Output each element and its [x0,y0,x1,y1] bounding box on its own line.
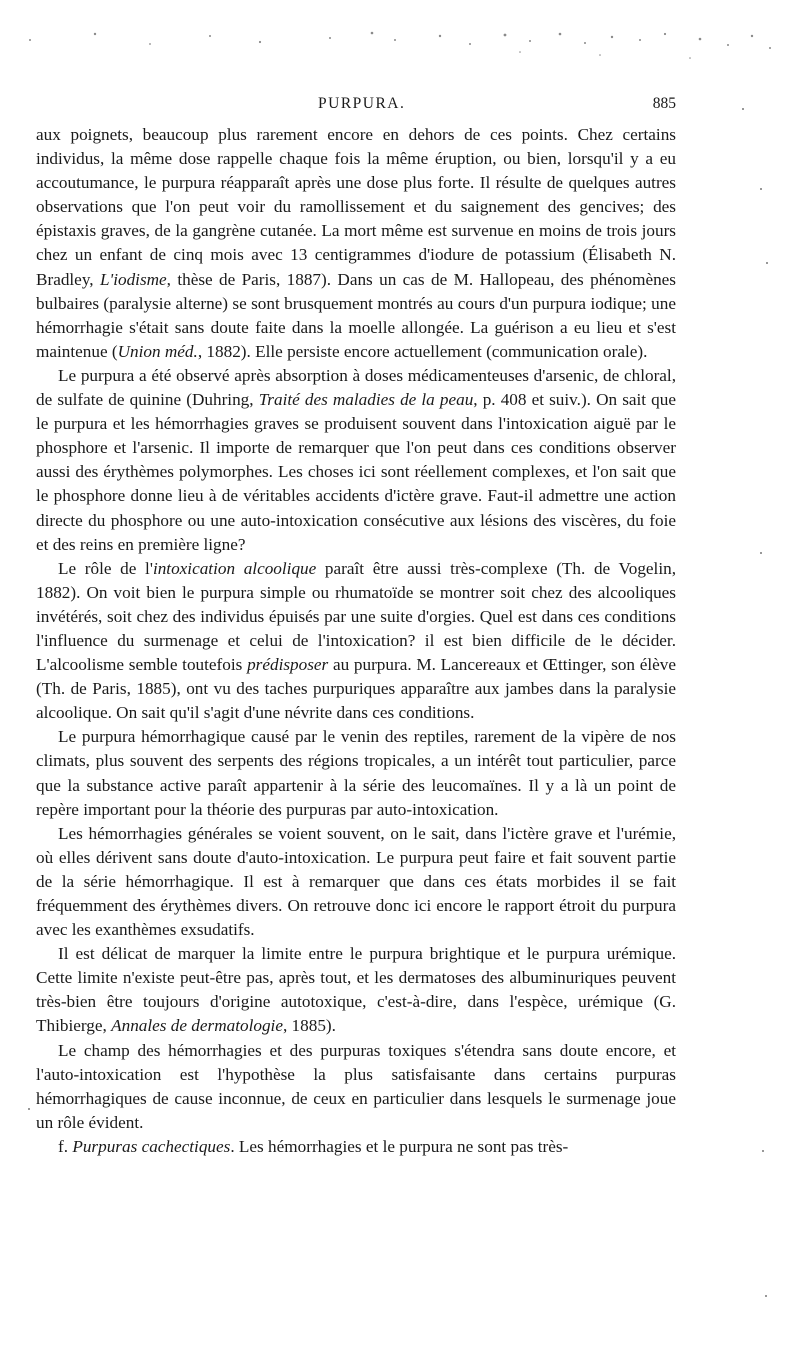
margin-speck [760,188,762,190]
text-run: Le purpura hémorrhagique causé par le venin des reptiles, rarement de la vipère de nos climats, plus souvent des serpents des régions tropicales, a un intérêt tout particulier, parce que la substance active paraît appartenir à la série des leucomaïnes. Il y a là un point de repère important pour la théorie des purpuras par auto-intoxication. [36,727,676,819]
text-run: aux poignets, beaucoup plus rarement encore en dehors de ces points. Chez certains individus, la même dose rappelle chaque fois la même éruption, ou bien, lorsqu'il y a eu accoutumance, le purpura réapparaît après une dose plus forte. Il résulte de quelques autres observations que l'on peut voir du ramollissement et du saignement des gencives; des épistaxis graves, de la gangrène cutanée. La mort même est survenue en moins de trois jours chez un enfant de cinq mois avec 13 centigrammes d'iodure de potassium (Élisabeth N. Bradley, [36,125,676,289]
page-number: 885 [652,95,676,112]
paragraph [36,557,676,726]
paragraph [36,822,676,942]
margin-speck [28,1108,30,1110]
paragraph [36,1039,676,1135]
paragraph [36,1135,676,1159]
margin-speck [765,1295,767,1297]
italic-text: Union méd. [117,341,198,361]
text-run: , 1882). Elle persiste encore actuellement (communication orale). [197,341,648,361]
running-title: PURPURA. [318,95,406,112]
body-text [36,123,676,1159]
paragraph [36,123,676,364]
text-run: au purpura. M. Lancereaux et Œttinger, son élève (Th. de Paris, 1885), ont vu des taches purpuriques apparaître aux jambes dans la paralysie alcoolique. On sait qu'il s'agit d'une névrite dans ces conditions. [36,655,676,723]
running-header [36,95,676,119]
paragraph [36,725,676,821]
text-run: , thèse de Paris, 1887). Dans un cas de M. Hallopeau, des phénomènes bulbaires (paralysie alterne) se sont brusquement montrés au cours d'un purpura iodique; une hémorrhagie s'était sans doute faite dans la moelle allongée. La guérison a eu lieu et s'est maintenue ( [36,269,676,361]
margin-speck [742,108,744,110]
book-page [36,0,676,1357]
italic-text: L'iodisme [99,269,167,289]
margin-speck [760,552,762,554]
text-run: , 1885). [282,1016,336,1036]
text-run: f. [58,1136,73,1156]
text-run: Le purpura a été observé après absorption à doses médicamenteuses d'arsenic, de chloral, de sulfate de quinine (Duhring, [36,365,676,410]
italic-text: prédisposer [247,655,329,675]
italic-text: Annales de dermatologie [111,1016,283,1036]
text-run: Il est délicat de marquer la limite entre le purpura brightique et le purpura urémique. Cette limite n'existe peut-être pas, après tout, et les dermatoses des albuminuriques peuvent très-bien être toujours d'origine autotoxique, c'est-à-dire, dans l'espèce, urémique (G. Thibierge, [36,944,676,1036]
text-run: Le champ des hémorrhagies et des purpuras toxiques s'étendra sans doute encore, et l'auto-intoxication est l'hypothèse la plus satisfaisante dans certains purpuras hémorrhagiques de cause inconnue, de ceux en particulier dans lesquels le surmenage joue un rôle évident. [36,1040,676,1132]
text-run: , p. 408 et suiv.). On sait que le purpura et les hémorrhagies graves se produisent souvent dans l'intoxication aiguë par le phosphore et l'arsenic. Il importe de remarquer que l'on peut dans ces conditions observer aussi des érythèmes polymorphes. Les choses ici sont réellement complexes, et l'on sait que le phosphore donne lieu à de véritables accidents d'ictère grave. Faut-il admettre une action directe du phosphore ou une auto-intoxication consécutive aux lésions des viscères, du foie et des reins en première ligne? [36,390,676,554]
margin-speck [766,262,768,264]
italic-text: Purpuras cachectiques [72,1136,231,1156]
text-run: . Les hémorrhagies et le purpura ne sont pas très- [230,1136,569,1156]
text-run: paraît être aussi très-complexe (Th. de Vogelin, 1882). On voit bien le purpura simple ou rhumatoïde se montrer soit chez des alcooliques invétérés, soit chez des individus épuisés par une suite d'orgies. Quel est dans ces conditions l'influence du surmenage et celui de l'intoxication? il est bien difficile de le décider. L'alcoolisme semble toutefois [36,558,676,675]
margin-speck [762,1150,764,1152]
text-run: Les hémorrhagies générales se voient souvent, on le sait, dans l'ictère grave et l'urémie, où elles dérivent sans doute d'auto-intoxication. Le purpura peut faire et fait souvent partie de la série hémorrhagique. Il est à remarquer que dans ces états morbides il se fait fréquemment des érythèmes divers. On retrouve donc ici encore le rapport étroit du purpura avec les exanthèmes exsudatifs. [36,823,676,940]
paragraph [36,942,676,1038]
paragraph [36,364,676,557]
italic-text: Traité des maladies de la peau [258,390,474,410]
text-run: Le rôle de l' [58,558,153,578]
italic-text: intoxication alcoolique [152,558,317,578]
